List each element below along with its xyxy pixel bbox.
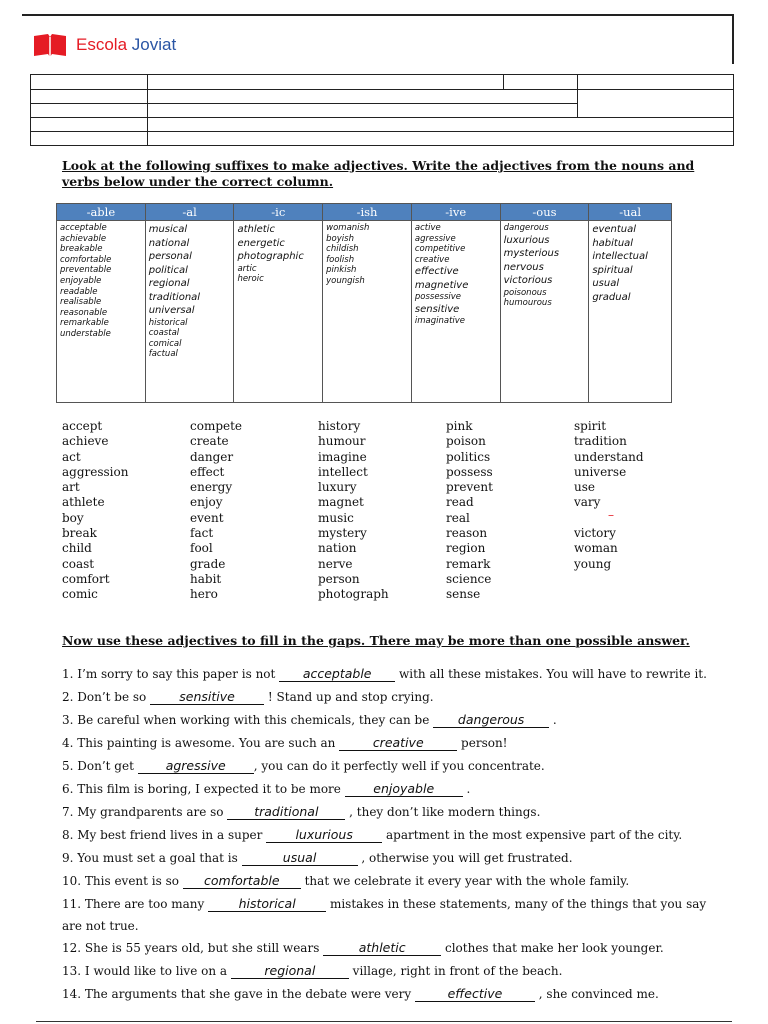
word: victory xyxy=(574,526,616,541)
column-header: -al xyxy=(146,204,234,221)
word: event xyxy=(190,510,224,525)
word: fact xyxy=(190,526,214,541)
handwritten-word: breakable xyxy=(60,244,103,255)
word: sense xyxy=(446,587,481,602)
sentence: 7. My grandparents are so traditional , they don’t like modern things. xyxy=(62,804,541,819)
answer-gap[interactable]: enjoyable xyxy=(345,782,463,797)
handwritten-word: boyish xyxy=(326,233,354,244)
word: possess xyxy=(446,464,493,479)
word: magnet xyxy=(318,495,364,510)
exercise-1-instruction: Look at the following suffixes to make adjectives. Write the adjectives from the nouns and verbs below under the correct column. xyxy=(62,158,695,189)
handwritten-word: creative xyxy=(414,254,450,265)
word: achieve xyxy=(62,434,109,449)
word: prevent xyxy=(446,480,493,495)
handwritten-word: reasonable xyxy=(60,307,108,318)
word: intellect xyxy=(318,464,368,479)
word: pink xyxy=(446,419,473,433)
sentence: 14. The arguments that she gave in the debate were very effective , she convinced me. xyxy=(62,986,659,1001)
sentence: 13. I would like to live on a regional village, right in front of the beach. xyxy=(62,963,563,978)
handwritten-word: humourous xyxy=(503,298,552,309)
handwritten-word: possessive xyxy=(414,292,462,303)
answer-gap[interactable]: luxurious xyxy=(266,828,382,843)
word: tradition xyxy=(574,434,627,449)
word: humour xyxy=(318,434,366,449)
student-info-table xyxy=(30,74,734,146)
handwritten-word: foolish xyxy=(326,254,355,265)
word: use xyxy=(574,480,595,495)
word-column xyxy=(446,419,574,603)
handwritten-word: heroic xyxy=(237,274,264,285)
answer-gap[interactable]: agressive xyxy=(138,759,254,774)
sentence: 10. This event is so comfortable that we celebrate it every year with the whole family. xyxy=(62,873,630,888)
logo-name-2: Joviat xyxy=(131,35,177,54)
word-column xyxy=(574,419,702,603)
handwritten-word: traditional xyxy=(148,291,201,303)
word: aggression xyxy=(62,464,129,479)
handwritten-word: imaginative xyxy=(414,316,466,327)
word: boy xyxy=(62,510,84,525)
handwritten-word: intellectual xyxy=(592,251,648,262)
word: universe xyxy=(574,464,627,479)
word: break xyxy=(62,526,97,541)
column-ish xyxy=(323,204,412,402)
handwritten-word: preventable xyxy=(60,265,112,276)
word: real xyxy=(446,510,470,525)
answer-gap[interactable]: dangerous xyxy=(433,713,549,728)
sentence: 4. This painting is awesome. You are such an creative person! xyxy=(62,735,508,750)
word: photograph xyxy=(318,587,389,602)
handwritten-word: acceptable xyxy=(60,223,107,233)
handwritten-word: photographic xyxy=(237,251,304,262)
answer-gap[interactable]: comfortable xyxy=(183,874,301,889)
school-logo xyxy=(32,32,176,58)
word: create xyxy=(190,434,229,449)
word-list xyxy=(62,419,702,603)
handwritten-word: nervous xyxy=(503,261,544,273)
handwritten-word: habitual xyxy=(592,237,634,249)
word-vary xyxy=(574,495,702,526)
logo-name-1: Escola xyxy=(76,35,128,54)
sentence: 9. You must set a goal that is usual , otherwise you will get frustrated. xyxy=(62,850,573,865)
handwritten-word: understable xyxy=(60,328,111,339)
word: remark xyxy=(446,556,491,571)
word: vary xyxy=(574,495,601,510)
handwritten-word: childish xyxy=(326,244,359,255)
word: region xyxy=(446,541,486,556)
answer-gap[interactable]: regional xyxy=(231,964,349,979)
handwritten-word: remarkable xyxy=(60,318,109,329)
handwritten-word: comfortable xyxy=(60,254,112,265)
handwritten-word: luxurious xyxy=(503,234,550,246)
word: understand xyxy=(574,449,644,464)
handwritten-word: poisonous xyxy=(503,287,547,298)
handwritten-word: spiritual xyxy=(592,264,633,276)
sentence: 8. My best friend lives in a super luxurious apartment in the most expensive part of the city. xyxy=(62,827,683,842)
word-column xyxy=(190,419,318,603)
handwritten-word: womanish xyxy=(326,223,370,233)
handwritten-word: gradual xyxy=(592,291,631,303)
column-ive xyxy=(412,204,501,402)
sentence: 5. Don’t get agressive , you can do it perfectly well if you concentrate. xyxy=(62,758,545,773)
handwritten-word: usual xyxy=(592,278,620,289)
answer-gap[interactable]: acceptable xyxy=(279,667,395,682)
handwritten-word: victorious xyxy=(503,275,553,287)
word: reason xyxy=(446,526,488,541)
sentence: 3. Be careful when working with this chemicals, they can be dangerous . xyxy=(62,712,557,727)
column-ual xyxy=(589,204,671,402)
word: comfort xyxy=(62,571,110,586)
answer-gap[interactable]: usual xyxy=(242,851,358,866)
column-header: -ish xyxy=(323,204,411,221)
word: coast xyxy=(62,556,95,571)
handwritten-word: sensitive xyxy=(414,303,460,315)
handwritten-word: readable xyxy=(60,286,98,297)
word: science xyxy=(446,571,492,586)
column-able xyxy=(57,204,146,402)
word: fool xyxy=(190,541,213,556)
column-header: -ive xyxy=(412,204,500,221)
handwritten-word: effective xyxy=(414,266,459,278)
word: poison xyxy=(446,434,486,449)
word: luxury xyxy=(318,480,357,495)
word: accept xyxy=(62,419,103,433)
handwritten-word: comical xyxy=(148,338,182,349)
column-header: -ic xyxy=(234,204,322,221)
word: child xyxy=(62,541,92,556)
handwritten-word: energetic xyxy=(237,237,285,249)
red-tick-mark: – xyxy=(608,507,614,522)
handwritten-word: artic xyxy=(237,263,257,274)
sentence: 2. Don’t be so sensitive ! Stand up and stop crying. xyxy=(62,689,434,704)
word: history xyxy=(318,419,361,433)
word: young xyxy=(574,556,612,571)
word: spirit xyxy=(574,419,607,433)
footer-divider xyxy=(36,1021,732,1022)
handwritten-word: mysterious xyxy=(503,248,560,260)
word: mystery xyxy=(318,526,367,541)
word: effect xyxy=(190,464,225,479)
sentence: 12. She is 55 years old, but she still wears athletic clothes that make her look younger. xyxy=(62,940,664,955)
word: danger xyxy=(190,449,234,464)
answer-gap[interactable]: athletic xyxy=(323,941,441,956)
word: grade xyxy=(190,556,226,571)
word: comic xyxy=(62,587,98,602)
word: athlete xyxy=(62,495,105,510)
handwritten-word: musical xyxy=(148,224,188,235)
word: energy xyxy=(190,480,233,495)
handwritten-word: enjoyable xyxy=(60,275,102,286)
exercise-2-instruction: Now use these adjectives to fill in the gaps. There may be more than one possible answer. xyxy=(62,633,690,648)
handwritten-word: agressive xyxy=(414,233,456,244)
column-ous xyxy=(501,204,590,402)
answer-gap[interactable]: historical xyxy=(208,897,326,912)
handwritten-word: political xyxy=(148,264,188,276)
sentence: 6. This film is boring, I expected it to be more enjoyable . xyxy=(62,781,471,796)
answer-gap[interactable]: sensitive xyxy=(150,690,264,705)
word: music xyxy=(318,510,354,525)
word-column xyxy=(318,419,446,603)
column-al xyxy=(146,204,235,402)
word: person xyxy=(318,571,360,586)
handwritten-word: factual xyxy=(148,349,178,360)
handwritten-word: youngish xyxy=(326,275,365,286)
suffix-table xyxy=(56,203,672,403)
sentence: 1. I’m sorry to say this paper is not acceptable with all these mistakes. You will have to rewrite it. xyxy=(62,666,707,681)
word: imagine xyxy=(318,449,367,464)
column-header: -ual xyxy=(589,204,671,221)
logo-text xyxy=(76,35,176,55)
word: hero xyxy=(190,587,218,602)
handwritten-word: dangerous xyxy=(503,223,549,233)
handwritten-word: pinkish xyxy=(326,265,357,276)
handwritten-word: regional xyxy=(148,278,190,289)
handwritten-word: coastal xyxy=(148,328,180,339)
column-ic xyxy=(234,204,323,402)
word: politics xyxy=(446,449,491,464)
handwritten-word: active xyxy=(414,223,441,233)
handwritten-word: universal xyxy=(148,305,195,316)
word: nation xyxy=(318,541,357,556)
handwritten-word: personal xyxy=(148,251,192,262)
word: habit xyxy=(190,571,222,586)
word: compete xyxy=(190,419,243,433)
handwritten-word: magnetive xyxy=(414,279,469,291)
word: act xyxy=(62,449,81,464)
handwritten-word: competitive xyxy=(414,244,466,255)
handwritten-word: national xyxy=(148,237,190,249)
answer-gap[interactable]: traditional xyxy=(227,805,345,820)
handwritten-word: historical xyxy=(148,317,188,328)
handwritten-word: athletic xyxy=(237,224,275,235)
word-column xyxy=(62,419,190,603)
column-header: -able xyxy=(57,204,145,221)
handwritten-word: achievable xyxy=(60,233,107,244)
book-icon xyxy=(32,32,68,58)
word: nerve xyxy=(318,556,353,571)
handwritten-word: realisable xyxy=(60,297,102,308)
word: enjoy xyxy=(190,495,223,510)
word: art xyxy=(62,480,80,495)
answer-gap[interactable]: effective xyxy=(415,987,535,1002)
answer-gap[interactable]: creative xyxy=(339,736,457,751)
sentence: 11. There are too many historical mistakes in these statements, many of the things that you say are not true. xyxy=(62,896,707,933)
word: woman xyxy=(574,541,618,556)
word: read xyxy=(446,495,474,510)
gap-fill-sentences xyxy=(62,663,712,1006)
column-header: -ous xyxy=(501,204,589,221)
handwritten-word: eventual xyxy=(592,224,637,235)
